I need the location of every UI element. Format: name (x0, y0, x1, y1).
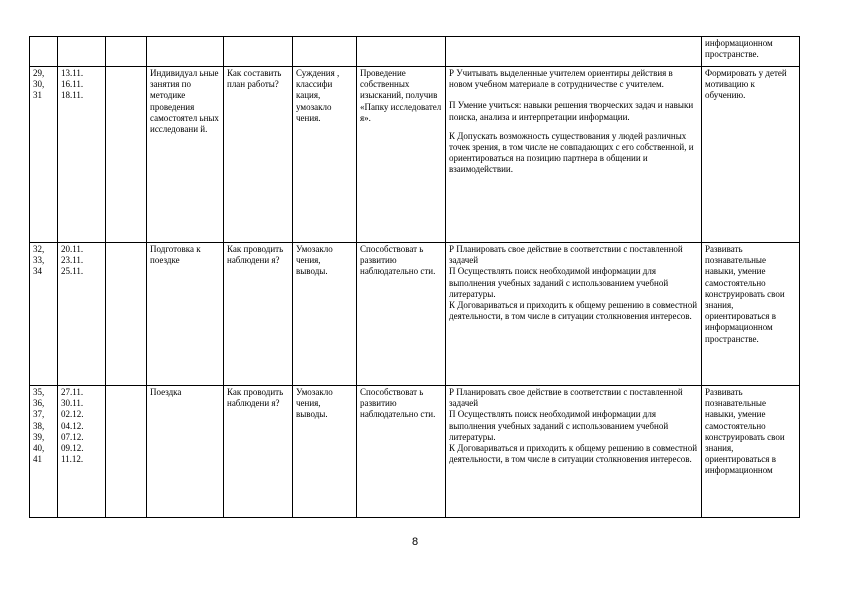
uud-cell (446, 243, 702, 386)
table-cell (106, 37, 147, 67)
lesson-dates: 27.11. 30.11. 02.12. 04.12. 07.12. 09.12. 11.12. (58, 386, 106, 518)
table-cell (58, 37, 106, 67)
motivation-cell: информационном пространстве. (702, 37, 800, 67)
methods-cell: Умозакло чения, выводы. (293, 386, 357, 518)
lesson-numbers: 29, 30, 31 (30, 67, 58, 243)
communicative-text: К Договариваться и приходить к общему решению в совместной деятельности, в том числе в ситуации столкновения интересов. (449, 300, 698, 322)
lesson-dates: 13.11. 16.11. 18.11. (58, 67, 106, 243)
table-row (30, 386, 800, 518)
methods-cell: Умозакло чения, выводы. (293, 243, 357, 386)
communicative-text: К Договариваться и приходить к общему решению в совместной деятельности, в том числе в ситуации столкновения интересов. (449, 443, 698, 465)
communicative-text: К Допускать возможность существования у людей различных точек зрения, в том числе не совпадающих с его собственной, и ориентироваться на позицию партнера в общении и взаимодействии. (449, 130, 694, 175)
activity-cell: Проведение собственных изысканий, получив «Папку исследовател я». (357, 67, 446, 243)
table-cell (30, 37, 58, 67)
table-row (30, 243, 800, 386)
regulative-text: Р Планировать свое действие в соответствии с поставленной задачей (449, 244, 683, 266)
activity-cell: Способствоват ь развитию наблюдательно сти. (357, 243, 446, 386)
cognitive-text: П Умение учиться: навыки решения творческих задач и навыки поиска, анализа и интерпретации информации. (449, 100, 694, 122)
lesson-plan-table (29, 36, 800, 518)
table-row (30, 67, 800, 243)
lesson-dates: 20.11. 23.11. 25.11. (58, 243, 106, 386)
question-cell: Как проводить наблюдени я? (224, 243, 293, 386)
table-cell (106, 386, 147, 518)
table-cell (224, 37, 293, 67)
table-cell (446, 37, 702, 67)
motivation-cell: Развивать познавательные навыки, умение самостоятельно конструировать свои знания, ориентироваться в информационном (702, 386, 800, 518)
motivation-cell: Формировать у детей мотивацию к обучению. (702, 67, 800, 243)
lesson-numbers: 32, 33, 34 (30, 243, 58, 386)
cognitive-text: П Осуществлять поиск необходимой информации для выполнения учебных заданий с использованием учебной литературы. (449, 409, 669, 442)
regulative-text: Р Учитывать выделенные учителем ориентиры действия в новом учебном материале в сотрудничестве с учителем. (449, 68, 673, 90)
lesson-numbers: 35, 36, 37, 38, 39, 40, 41 (30, 386, 58, 518)
table-cell (293, 37, 357, 67)
topic-cell: Поездка (147, 386, 224, 518)
topic-cell: Подготовка к поездке (147, 243, 224, 386)
table-cell (106, 67, 147, 243)
uud-cell (446, 67, 702, 243)
motivation-cell: Развивать познавательные навыки, умение самостоятельно конструировать свои знания, ориентироваться в информационном пространстве. (702, 243, 800, 386)
question-cell: Как проводить наблюдени я? (224, 386, 293, 518)
cognitive-text: П Осуществлять поиск необходимой информации для выполнения учебных заданий с использованием учебной литературы. (449, 266, 669, 299)
table-cell (357, 37, 446, 67)
topic-cell: Индивидуал ьные занятия по методике проведения самостоятел ьных исследовани й. (147, 67, 224, 243)
methods-cell: Суждения , классифи кация, умозакло чения. (293, 67, 357, 243)
regulative-text: Р Планировать свое действие в соответствии с поставленной задачей (449, 387, 683, 409)
page-number: 8 (412, 536, 419, 548)
activity-cell: Способствоват ь развитию наблюдательно сти. (357, 386, 446, 518)
uud-cell (446, 386, 702, 518)
table-row (30, 37, 800, 67)
table-cell (147, 37, 224, 67)
table-cell (106, 243, 147, 386)
question-cell: Как составить план работы? (224, 67, 293, 243)
